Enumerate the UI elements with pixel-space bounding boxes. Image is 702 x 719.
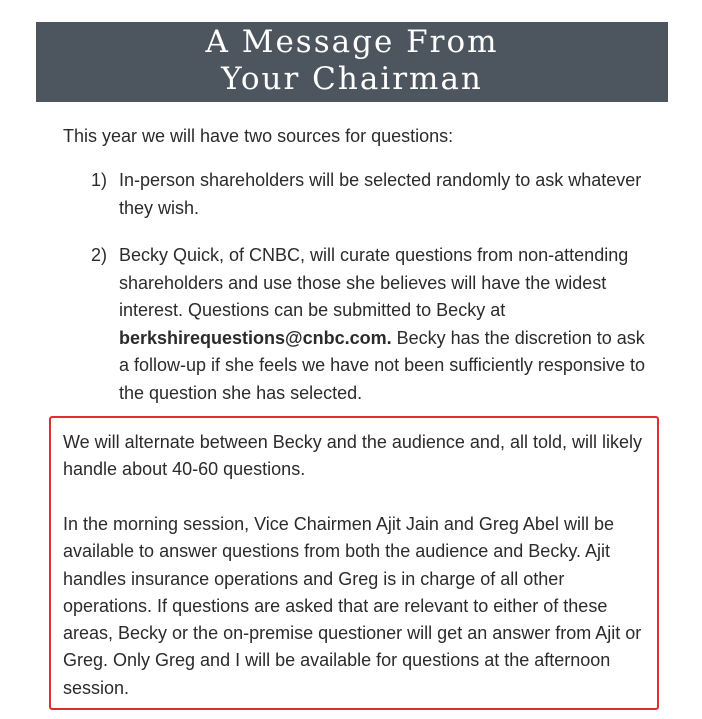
list-item-2 — [91, 242, 651, 407]
list-text-2 — [119, 242, 651, 407]
list-number-1: 1) — [91, 170, 108, 190]
list-item-1 — [91, 167, 651, 222]
title-banner — [36, 22, 668, 102]
highlight-paragraph-1: We will alternate between Becky and the audience and, all told, will likely handle about 40-60 questions. — [63, 432, 642, 480]
list-text-2-after: Becky has the discretion to ask a follow-up if she feels we have not been sufficiently responsive to the question she has selected. — [119, 327, 645, 403]
list-text-1: In-person shareholders will be selected randomly to ask whatever they wish. — [119, 170, 642, 218]
highlight-paragraph-2: In the morning session, Vice Chairmen Ajit Jain and Greg Abel will be available to answer questions from both the audience and Becky. Ajit handles insurance operations and Greg is in charge of all other operations. If questions are asked that are relevant to either of these areas, Becky or the on-premise questioner will get an answer from Ajit or Greg. Only Greg and I will be available for questions at the afternoon session. — [63, 514, 642, 698]
list-number-2: 2) — [91, 245, 108, 265]
email-address: berkshirequestions@cnbc.com. — [119, 327, 392, 348]
title-line-1: A Message From — [205, 24, 499, 60]
list-text-2-before: Becky Quick, of CNBC, will curate questions from non-attending shareholders and use those she believes will have the widest interest. Questions can be submitted to Becky at — [119, 245, 629, 320]
title-line-2: Your Chairman — [221, 61, 483, 97]
intro-text: This year we will have two sources for questions: — [63, 126, 454, 146]
